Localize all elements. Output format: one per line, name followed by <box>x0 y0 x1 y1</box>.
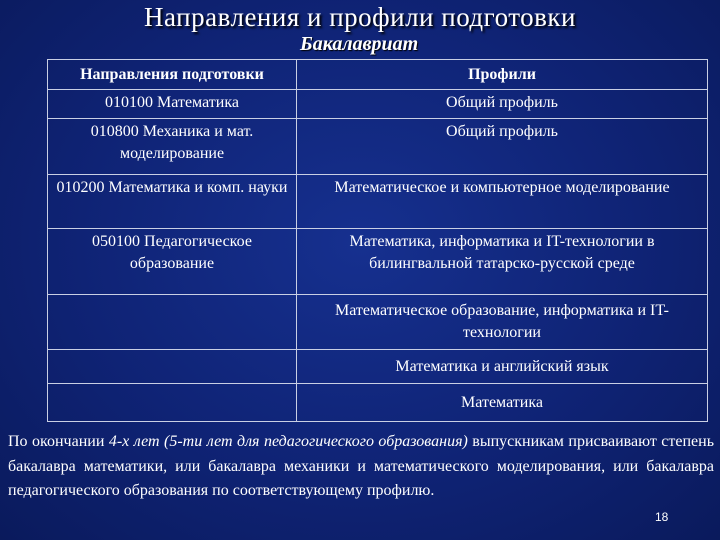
profile-cell: Математика <box>297 384 708 422</box>
header-profiles: Профили <box>297 60 708 90</box>
programs-table <box>47 59 708 422</box>
table-row <box>48 90 708 119</box>
footer-text <box>8 430 714 504</box>
header-directions: Направления подготовки <box>48 60 297 90</box>
direction-cell <box>48 295 297 350</box>
table-row <box>48 350 708 384</box>
footer-text-end: выпускникам присваивают степень бакалавра математики, или бакалавра механики и математического моделирования, или бакалавра педагогического образования по соответствующему профилю. <box>8 433 714 499</box>
table-row <box>48 384 708 422</box>
table-header-row <box>48 60 708 90</box>
profile-cell: Математическое образование, информатика и IT-технологии <box>297 295 708 350</box>
direction-cell <box>48 350 297 384</box>
table-row <box>48 229 708 295</box>
profile-cell: Общий профиль <box>297 90 708 119</box>
profile-cell: Математика, информатика и IT-технологии в билингвальной татарско-русской среде <box>297 229 708 295</box>
page-number: 18 <box>655 510 669 524</box>
footer-text-emphasis: 4-х лет (5-ти лет для педагогического образования) <box>108 433 468 450</box>
direction-cell: 010100 Математика <box>48 90 297 119</box>
direction-cell <box>48 384 297 422</box>
profile-cell: Математика и английский язык <box>297 350 708 384</box>
direction-cell: 010200 Математика и комп. науки <box>48 175 297 229</box>
table-row <box>48 119 708 175</box>
table-row <box>48 295 708 350</box>
profile-cell: Общий профиль <box>297 119 708 175</box>
direction-cell: 050100 Педагогическое образование <box>48 229 297 295</box>
direction-cell: 010800 Механика и мат. моделирование <box>48 119 297 175</box>
footer-text-start: По окончании <box>8 433 109 450</box>
profile-cell: Математическое и компьютерное моделирование <box>297 175 708 229</box>
slide-title: Направления и профили подготовки <box>144 2 576 32</box>
slide-subtitle: Бакалавриат <box>300 33 419 55</box>
table-row <box>48 175 708 229</box>
